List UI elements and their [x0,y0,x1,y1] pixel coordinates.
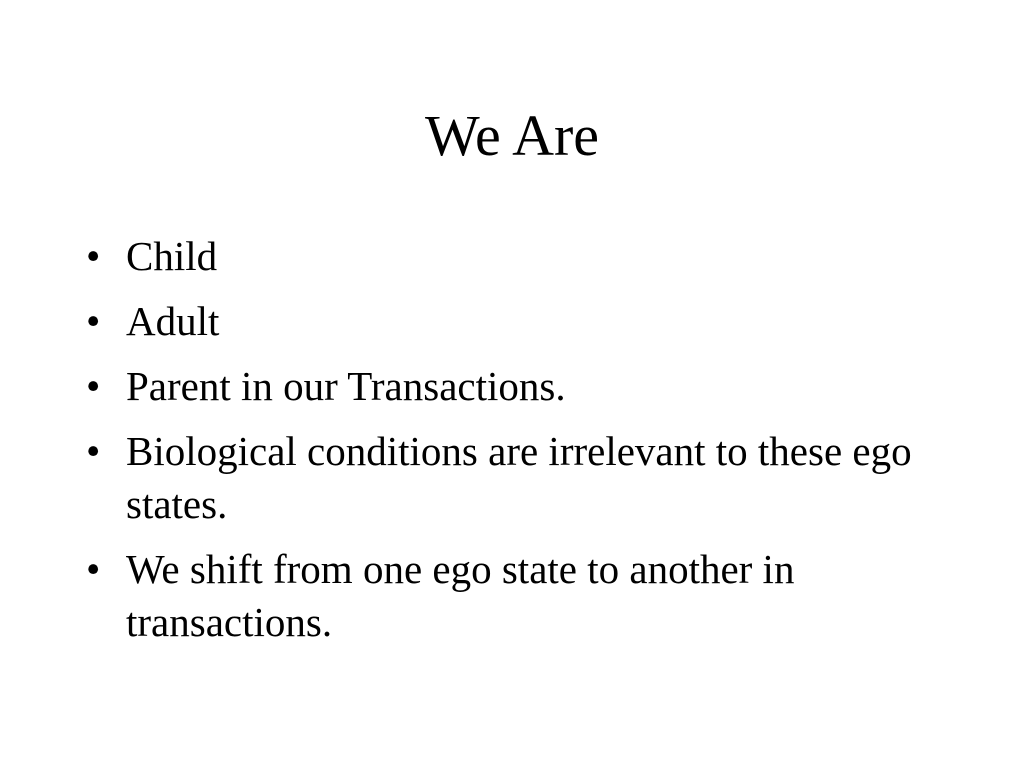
bullet-text: We shift from one ego state to another in transactions. [126,546,795,645]
bullet-item-adult [86,295,946,348]
bullet-symbol: • [86,363,101,409]
bullet-item-child [86,230,946,283]
bullet-list [86,230,946,661]
bullet-text: Child [126,233,218,279]
bullet-symbol: • [86,428,101,474]
bullet-text: Adult [126,298,220,344]
bullet-item-biological-conditions [86,425,946,531]
bullet-text: Biological conditions are irrelevant to these ego states. [126,428,912,527]
slide-title: We Are [424,103,600,168]
bullet-symbol: • [86,233,101,279]
bullet-item-ego-state-shift [86,543,946,649]
bullet-symbol: • [86,298,101,344]
bullet-symbol: • [86,546,101,592]
bullet-text: Parent in our Transactions. [126,363,566,409]
bullet-item-parent [86,360,946,413]
